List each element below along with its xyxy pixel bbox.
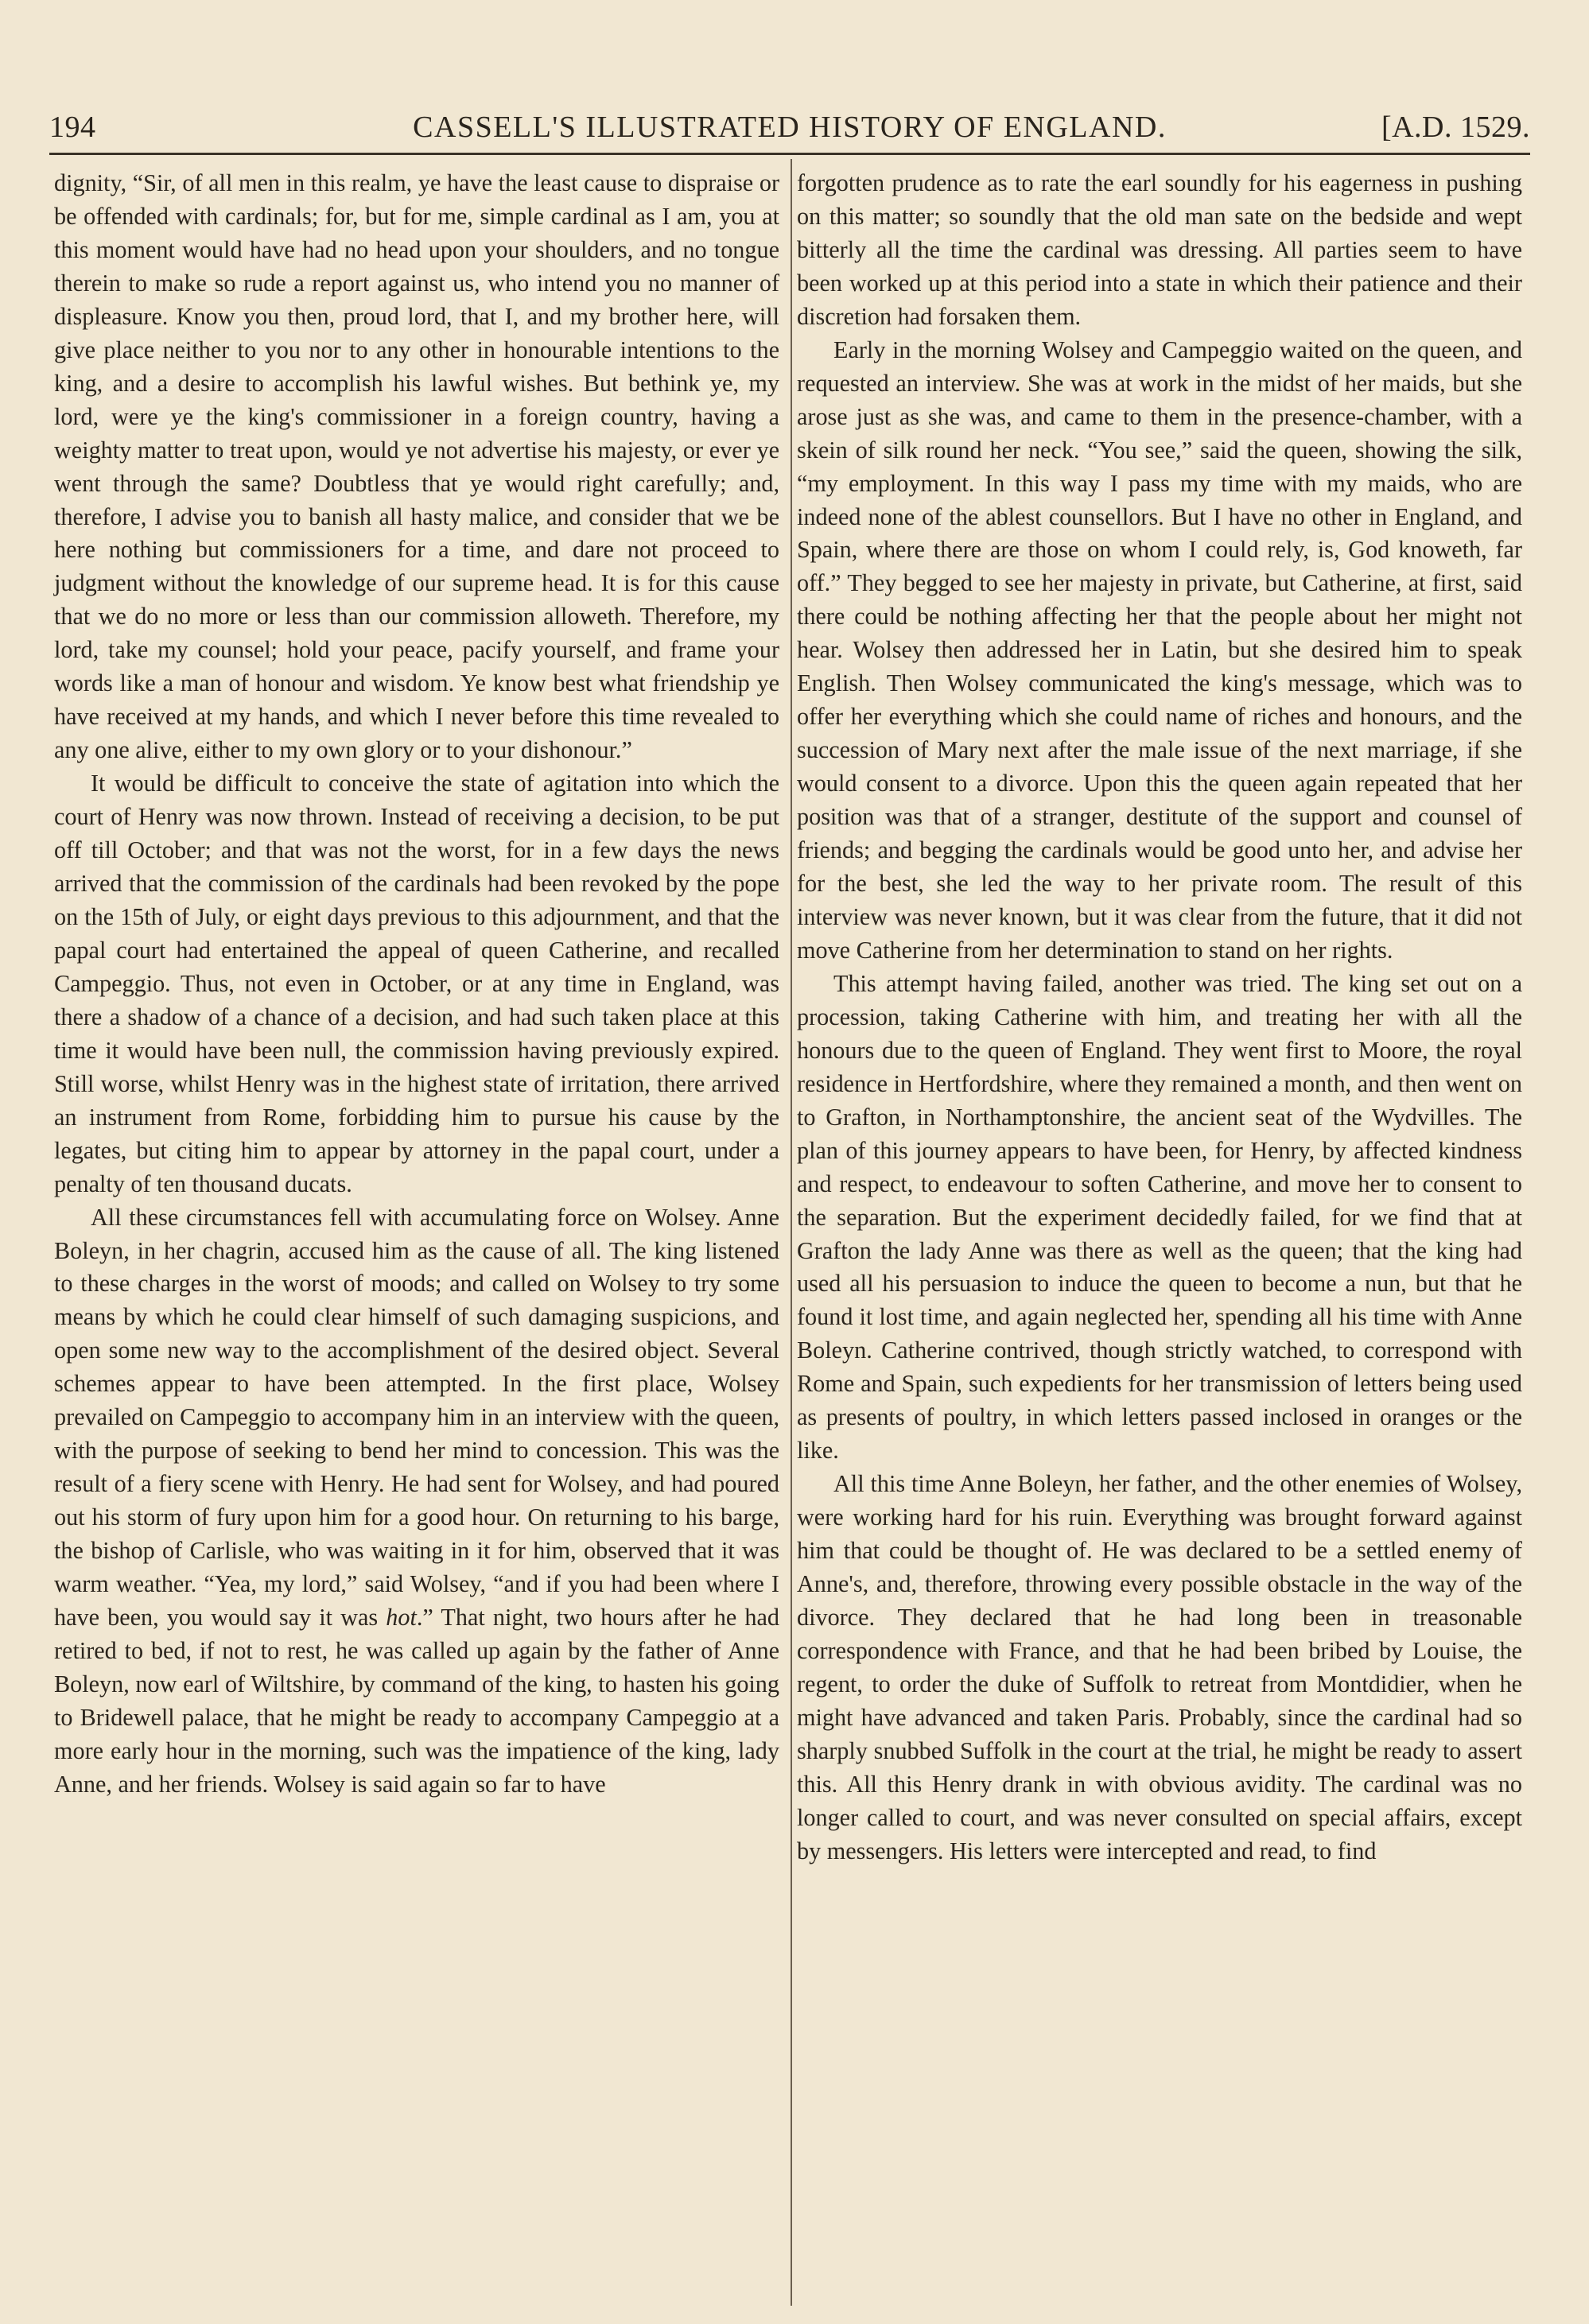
paragraph-text: All these circumstances fell with accumulating force on Wolsey. Anne Boleyn, in her chagrin, accused him as the cause of all. The king listened to these charges in the worst of moods; and called on Wolsey to try some means by which he could clear himself of such damaging suspicions, and open some new way to the accomplishment of the desired object. Several schemes appear to have been attempted. In the first place, Wolsey prevailed on Campeggio to accompany him in an interview with the queen, with the purpose of seeking to bend her mind to concession. This was the result of a fiery scene with Henry. He had sent for Wolsey, and had poured out his storm of fury upon him for a good hour. On returning to his barge, the bishop of Carlisle, who was waiting in it for him, observed that it was warm weather. “Yea, my lord,” said Wolsey, “and if you had been where I have been, you would say it was (54, 1203, 779, 1631)
column-divider (791, 159, 792, 2306)
paragraph (54, 1201, 779, 1802)
running-header (49, 110, 1530, 146)
paragraph: forgotten prudence as to rate the earl soundly for his eagerness in pushing on this matter; so soundly that the old man sate on the bedside and wept bitterly all the time the cardinal was dressing. All parties seem to have been worked up at this period into a state in which their patience and their discretion had forsaken them. (797, 169, 1522, 330)
paragraph: It would be difficult to conceive the state of agitation into which the court of Henry was now thrown. Instead of receiving a decision, to be put off till October; and that was not the worst, for in a few days the news arrived that the commission of the cardinals had been revoked by the pope on the 15th of July, or eight days previous to this adjournment, and that the papal court had entertained the appeal of queen Catherine, and recalled Campeggio. Thus, not even in October, or at any time in England, was there a shadow of a chance of a decision, and had such taken place at this time it would have been null, the commission having previously expired. Still worse, whilst Henry was in the highest state of irritation, there arrived an instrument from Rome, forbidding him to pursue his cause by the legates, but citing him to appear by attorney in the papal court, under a penalty of ten thousand ducats. (54, 770, 779, 1197)
paragraph: This attempt having failed, another was tried. The king set out on a procession, taking Catherine with him, and treating her with all the honours due to the queen of England. They went first to Moore, the royal residence in Hertfordshire, where they remained a month, and then went on to Grafton, in Northamptonshire, the ancient seat of the Wydvilles. The plan of this journey appears to have been, for Henry, by affected kindness and respect, to endeavour to soften Catherine, and move her to consent to the separation. But the experiment decidedly failed, for we find that at Grafton the lady Anne was there as well as the queen; that the king had used all his persuasion to induce the queen to become a nun, but that he found it lost time, and again neglected her, spending all his time with Anne Boleyn. Catherine contrived, though strictly watched, to correspond with Rome and Spain, such expedients for her transmission of letters being used as presents of poultry, in which letters passed inclosed in oranges or the like. (797, 969, 1522, 1465)
running-title: CASSELL'S ILLUSTRATED HISTORY OF ENGLAND. (413, 111, 1167, 144)
left-column (54, 167, 779, 1802)
paragraph: Early in the morning Wolsey and Campeggio waited on the queen, and requested an interview. She was at work in the midst of her maids, but she arose just as she was, and came to them in the presence-chamber, with a skein of silk round her neck. “You see,” said the queen, showing the silk, “my employment. In this way I pass my time with my maids, who are indeed none of the ablest counsellors. But I have no other in England, and Spain, where there are those on whom I could rely, is, God knoweth, far off.” They begged to see her majesty in private, but Catherine, at first, said there could be nothing affecting her that the people about her might not hear. Wolsey then addressed her in Latin, but she desired him to speak English. Then Wolsey communicated the king's message, which was to offer her everything which she could name of riches and honours, and the succession of Mary next after the male issue of the next marriage, if she would consent to a divorce. Upon this the queen again repeated that her position was that of a stranger, destitute of the support and counsel of friends; and begging the cardinals would be good unto her, and advise her for the best, she led the way to her private room. The result of this interview was never known, but it was clear from the future, that it did not move Catherine from her determination to stand on her rights. (797, 336, 1522, 964)
paragraph: dignity, “Sir, of all men in this realm, ye have the least cause to dispraise or be offended with cardinals; for, but for me, simple cardinal as I am, you at this moment would have had no head upon your shoulders, and no tongue therein to make so rude a report against us, who intend you no manner of displeasure. Know you then, proud lord, that I, and my brother here, will give place neither to you nor to any other in honourable intentions to the king, and a desire to accomplish his lawful wishes. But bethink ye, my lord, were ye the king's commissioner in a foreign country, having a weighty matter to treat upon, would ye not advertise his majesty, or ever ye went through the same? Doubtless that ye would right carefully; and, therefore, I advise you to banish all hasty malice, and consider that we be here nothing but commissioners for a time, and dare not proceed to judgment without the knowledge of our supreme head. It is for this cause that we do no more or less than our commission alloweth. Therefore, my lord, take my counsel; hold your peace, pacify yourself, and frame your words like a man of honour and wisdom. Ye know best what friendship ye have received at my hands, and which I never before this time revealed to any one alive, either to my own glory or to your dishonour.” (54, 169, 779, 764)
header-rule (49, 153, 1530, 155)
date-label: [A.D. 1529. (1381, 111, 1530, 144)
page-number: 194 (49, 111, 96, 144)
paragraph-text: .” That night, two hours after he had retired to bed, if not to rest, he was called up again by the father of Anne Boleyn, now earl of Wiltshire, by command of the king, to hasten his going to Bridewell palace, that he might be ready to accompany Campeggio at a more early hour in the morning, such was the impatience of the king, lady Anne, and her friends. Wolsey is said again so far to have (54, 1603, 779, 1798)
paragraph: All this time Anne Boleyn, her father, and the other enemies of Wolsey, were working hard for his ruin. Everything was brought forward against him that could be thought of. He was declared to be a settled enemy of Anne's, and, therefore, throwing every possible obstacle in the way of the divorce. They declared that he had long been in treasonable correspondence with France, and that he had been bribed by Louise, the regent, to order the duke of Suffolk to retreat from Montdidier, when he might have advanced and taken Paris. Probably, since the cardinal had so sharply snubbed Suffolk in the court at the trial, he might be ready to assert this. All this Henry drank in with obvious avidity. The cardinal was no longer called to court, and was never consulted on special affairs, except by messengers. His letters were intercepted and read, to find (797, 1470, 1522, 1864)
emphasis-hot: hot (386, 1603, 417, 1631)
right-column (797, 167, 1522, 1868)
